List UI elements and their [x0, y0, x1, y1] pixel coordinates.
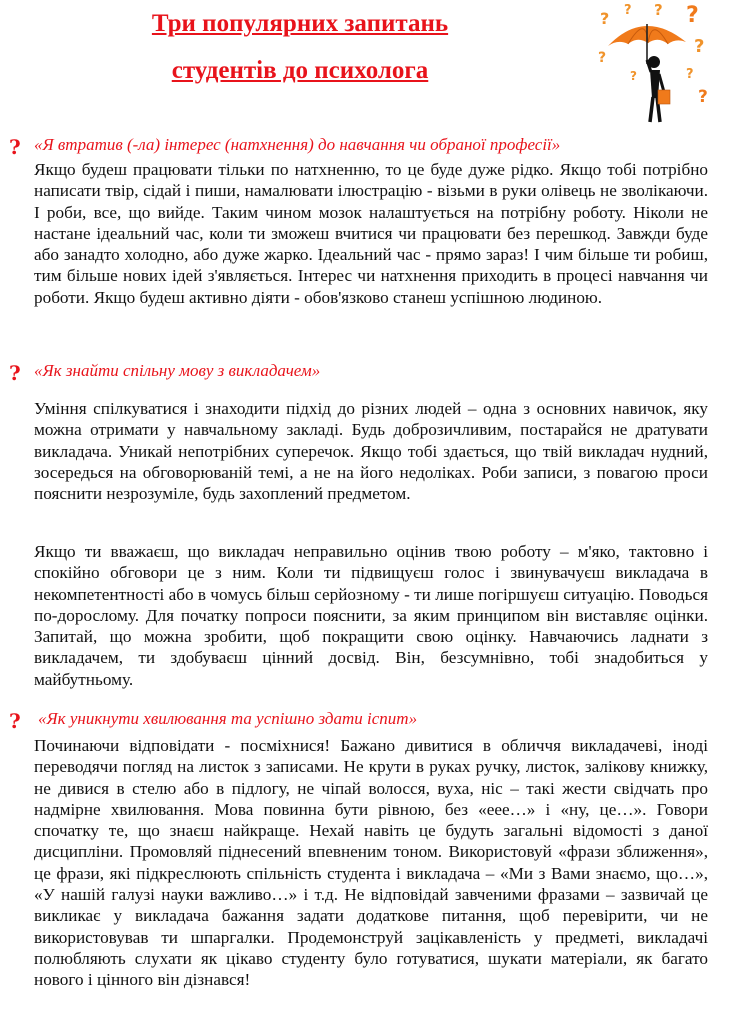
svg-text:?: ?: [624, 3, 632, 18]
question-mark-icon: ?: [9, 135, 21, 159]
person-with-umbrella-icon: [594, 2, 716, 128]
svg-text:?: ?: [686, 3, 699, 28]
section-question-3: «Як уникнути хвилювання та успішно здати іспит»: [38, 709, 418, 728]
svg-text:?: ?: [686, 67, 694, 82]
svg-text:?: ?: [698, 87, 708, 107]
section-1-paragraph: Якщо будеш працювати тільки по натхненню, то це буде дуже рідко. Якщо тобі потрібно написати твір, сідай і пиши, намалювати ілюстрацію - візьми в руки олівець не зволікаючи. І роби, все, що вийде. Таким чином мозок налаштується на потрібну роботу. Ніколи не настане ідеальний час, коли ти зможеш вчитися чи працювати без перешкод. Завжди буде або занадто холодно, або дуже жарко. Ідеальний час - прямо зараз! І чим більше ти робиш, тим більше нових ідей з'являється. Інтерес чи натхнення приходить в процесі навчання чи роботи. Якщо будеш активно діяти - обов'язково станеш успішною людиною.: [34, 160, 708, 307]
page-title-line-1: Три популярних запитань: [151, 10, 449, 37]
section-3-paragraph: Починаючи відповідати - посміхнися! Бажано дивитися в обличчя викладачеві, іноді переводячи погляд на листок з записами. Не крути в руках ручку, листок, залікову книжку, не дивися в стелю або в підлогу, не чіпай волосся, вуха, ніс – такі жести свідчать про надмірне хвилювання. Мова повинна бути рівною, без «еее…» і «ну, це…». Говори спочатку те, що знаєш найкраще. Нехай навіть це будуть загальні відомості з даної дисципліни. Промовляй піднесений впевненим тоном. Використовуй «фрази зближення», це фрази, які підкреслюють спільність студента і викладача – «Ми з Вами знаємо, що…», «У нашій галузі науки важливо…» і т.д. Не відповідай завченими фразами – зазвичай це викликає у викладача бажання задати додаткове питання, щоб перевірити, чи не використовував ти шпаргалки. Продемонструй зацікавленість у предметі, викладачі полюбляють слухати як цікаво студенту було готуватися, шукати матеріали, як багато нового і цінного він дізнався!: [34, 736, 708, 990]
svg-text:?: ?: [598, 50, 607, 66]
svg-text:?: ?: [694, 36, 705, 57]
section-question-2: «Як знайти спільну мову з викладачем»: [34, 361, 321, 380]
question-mark-icon: ?: [9, 361, 21, 385]
section-2-paragraph-1: Уміння спілкуватися і знаходити підхід до різних людей – одна з основних навичок, яку можна отримати у навчальному закладі. Будь доброзичливим, постарайся не дратувати викладача. Уникай непотрібних суперечок. Якщо тобі здається, що твій викладач нудний, зосередься на обговорюваній темі, а не на його недоліках. Роби записи, з повагою проси пояснити незрозуміле, будь захоплений предметом.: [34, 399, 708, 504]
svg-text:?: ?: [630, 69, 637, 83]
page-title-line-2: студентів до психолога: [171, 57, 429, 84]
section-question-1: «Я втратив (-ла) інтерес (натхнення) до навчання чи обраної професії»: [34, 135, 561, 154]
question-mark-icon: ?: [9, 709, 21, 733]
section-2-paragraph-2: Якщо ти вважаєш, що викладач неправильно оцінив твою роботу – м'яко, тактовно і спокійно обговори це з ним. Коли ти підвищуєш голос і звинувачуєш викладача в некомпетентності або в чомусь більш серйозному - ти лише погіршуєш ситуацію. Поводься по-дорослому. Для початку попроси пояснити, за яким принципом він виставляє оцінки. Запитай, що можна зробити, щоб покращити свою оцінку. Навчаючись ладнати з викладачем, ти здобуваєш цінний досвід. Він, безсумнівно, тобі знадобиться у майбутньому.: [34, 542, 708, 689]
svg-text:?: ?: [654, 2, 663, 19]
svg-text:?: ?: [600, 9, 610, 28]
